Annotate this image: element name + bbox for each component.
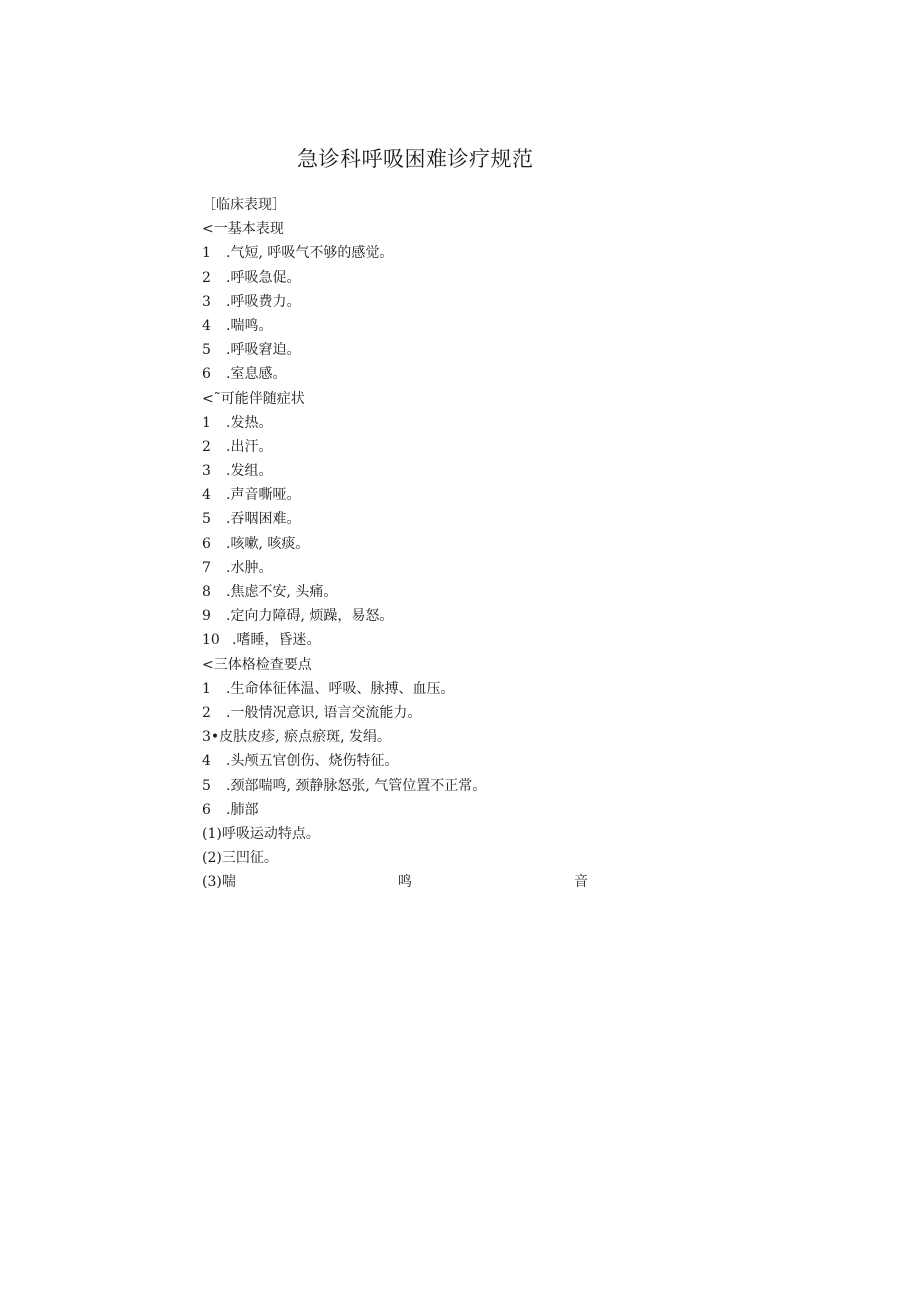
document-body <box>202 193 702 894</box>
list-item <box>202 798 702 822</box>
list-item <box>202 604 702 628</box>
item-number: 4 <box>202 753 211 770</box>
list-item <box>202 266 702 290</box>
item-text: .水肿。 <box>226 559 273 576</box>
item-number: 3• <box>202 729 220 746</box>
list-item <box>202 532 702 556</box>
list-item <box>202 435 702 459</box>
list-item <box>202 628 702 652</box>
spread-char: 鸣 <box>397 874 412 891</box>
page-title: 急诊科呼吸困难诊疗规范 <box>297 147 534 171</box>
item-number: 2 <box>202 438 211 455</box>
item-number: 7 <box>202 559 211 576</box>
lung-subitem: (2)三凹征。 <box>202 850 278 867</box>
item-text: .焦虑不安, 头痛。 <box>226 584 338 600</box>
list-item <box>202 362 702 386</box>
section-heading-symptoms: <˜可能伴随症状 <box>202 390 305 407</box>
list-item <box>202 556 702 580</box>
list-item <box>202 580 702 604</box>
spread-char: 音 <box>574 874 588 891</box>
item-text: .咳嗽, 咳痰。 <box>226 535 310 552</box>
item-number: 2 <box>202 704 211 721</box>
item-text: .室息感。 <box>226 366 287 383</box>
list-item <box>202 314 702 338</box>
list-item <box>202 677 702 701</box>
item-text: .发热。 <box>226 414 273 431</box>
item-number: 4 <box>202 317 211 334</box>
lung-subitem-spread <box>202 870 588 894</box>
item-text: .喘鸣。 <box>226 317 273 334</box>
item-number: 8 <box>202 584 211 600</box>
item-number: 9 <box>202 608 211 625</box>
list-item <box>202 338 702 362</box>
list-item <box>202 701 702 725</box>
item-number: 1 <box>202 414 211 431</box>
item-number: 3 <box>202 293 211 310</box>
item-text: .生命体征体温、呼吸、脉搏、血压。 <box>226 680 455 697</box>
item-text: .出汗。 <box>226 438 273 455</box>
spread-char: (3)喘 <box>202 874 236 891</box>
item-text: .声音嘶哑。 <box>226 487 301 504</box>
list-item <box>202 411 702 435</box>
item-text: 皮肤皮疹, 瘀点瘀斑, 发绢。 <box>219 729 391 746</box>
list-item <box>202 241 702 265</box>
item-number: 1 <box>202 680 211 697</box>
item-number: 5 <box>202 777 211 794</box>
item-number: 6 <box>202 535 211 552</box>
item-text: .头颅五官创伤、烧伤特征。 <box>226 753 399 770</box>
item-number: 5 <box>202 511 211 528</box>
item-text: .肺部 <box>226 801 259 818</box>
item-text: .呼吸费力。 <box>226 293 301 310</box>
item-text: .颈部喘鸣, 颈静脉怒张, 气管位置不正常。 <box>226 777 487 794</box>
item-text: .嗜睡，昏迷。 <box>232 632 321 649</box>
item-number: 5 <box>202 342 211 359</box>
item-number: 6 <box>202 366 211 383</box>
item-text: .气短, 呼吸气不够的感觉。 <box>226 245 394 262</box>
item-number: 2 <box>202 269 211 286</box>
item-number: 1 <box>202 245 211 262</box>
lung-subitem: (1)呼吸运动特点。 <box>202 825 320 842</box>
item-number: 4 <box>202 487 211 504</box>
clinical-heading: ［临床表现］ <box>202 197 286 213</box>
item-text: .呼吸窘迫。 <box>226 342 301 359</box>
list-item <box>202 725 702 749</box>
list-item <box>202 749 702 773</box>
list-item <box>202 459 702 483</box>
section-heading-exam: <三体格检查要点 <box>202 656 312 673</box>
item-text: .发组。 <box>226 463 273 480</box>
item-number: 6 <box>202 801 211 818</box>
list-item <box>202 290 702 314</box>
item-number: 10 <box>202 632 220 649</box>
item-text: .定向力障碍, 烦躁，易怒。 <box>226 608 394 625</box>
item-text: .吞咽困难。 <box>226 511 301 528</box>
list-item <box>202 507 702 531</box>
section-heading-basic: <一基本表现 <box>202 221 284 238</box>
list-item <box>202 774 702 798</box>
item-text: .呼吸急促。 <box>226 269 301 286</box>
item-text: .一般情况意识, 语言交流能力。 <box>226 704 422 721</box>
list-item <box>202 483 702 507</box>
item-number: 3 <box>202 463 211 480</box>
